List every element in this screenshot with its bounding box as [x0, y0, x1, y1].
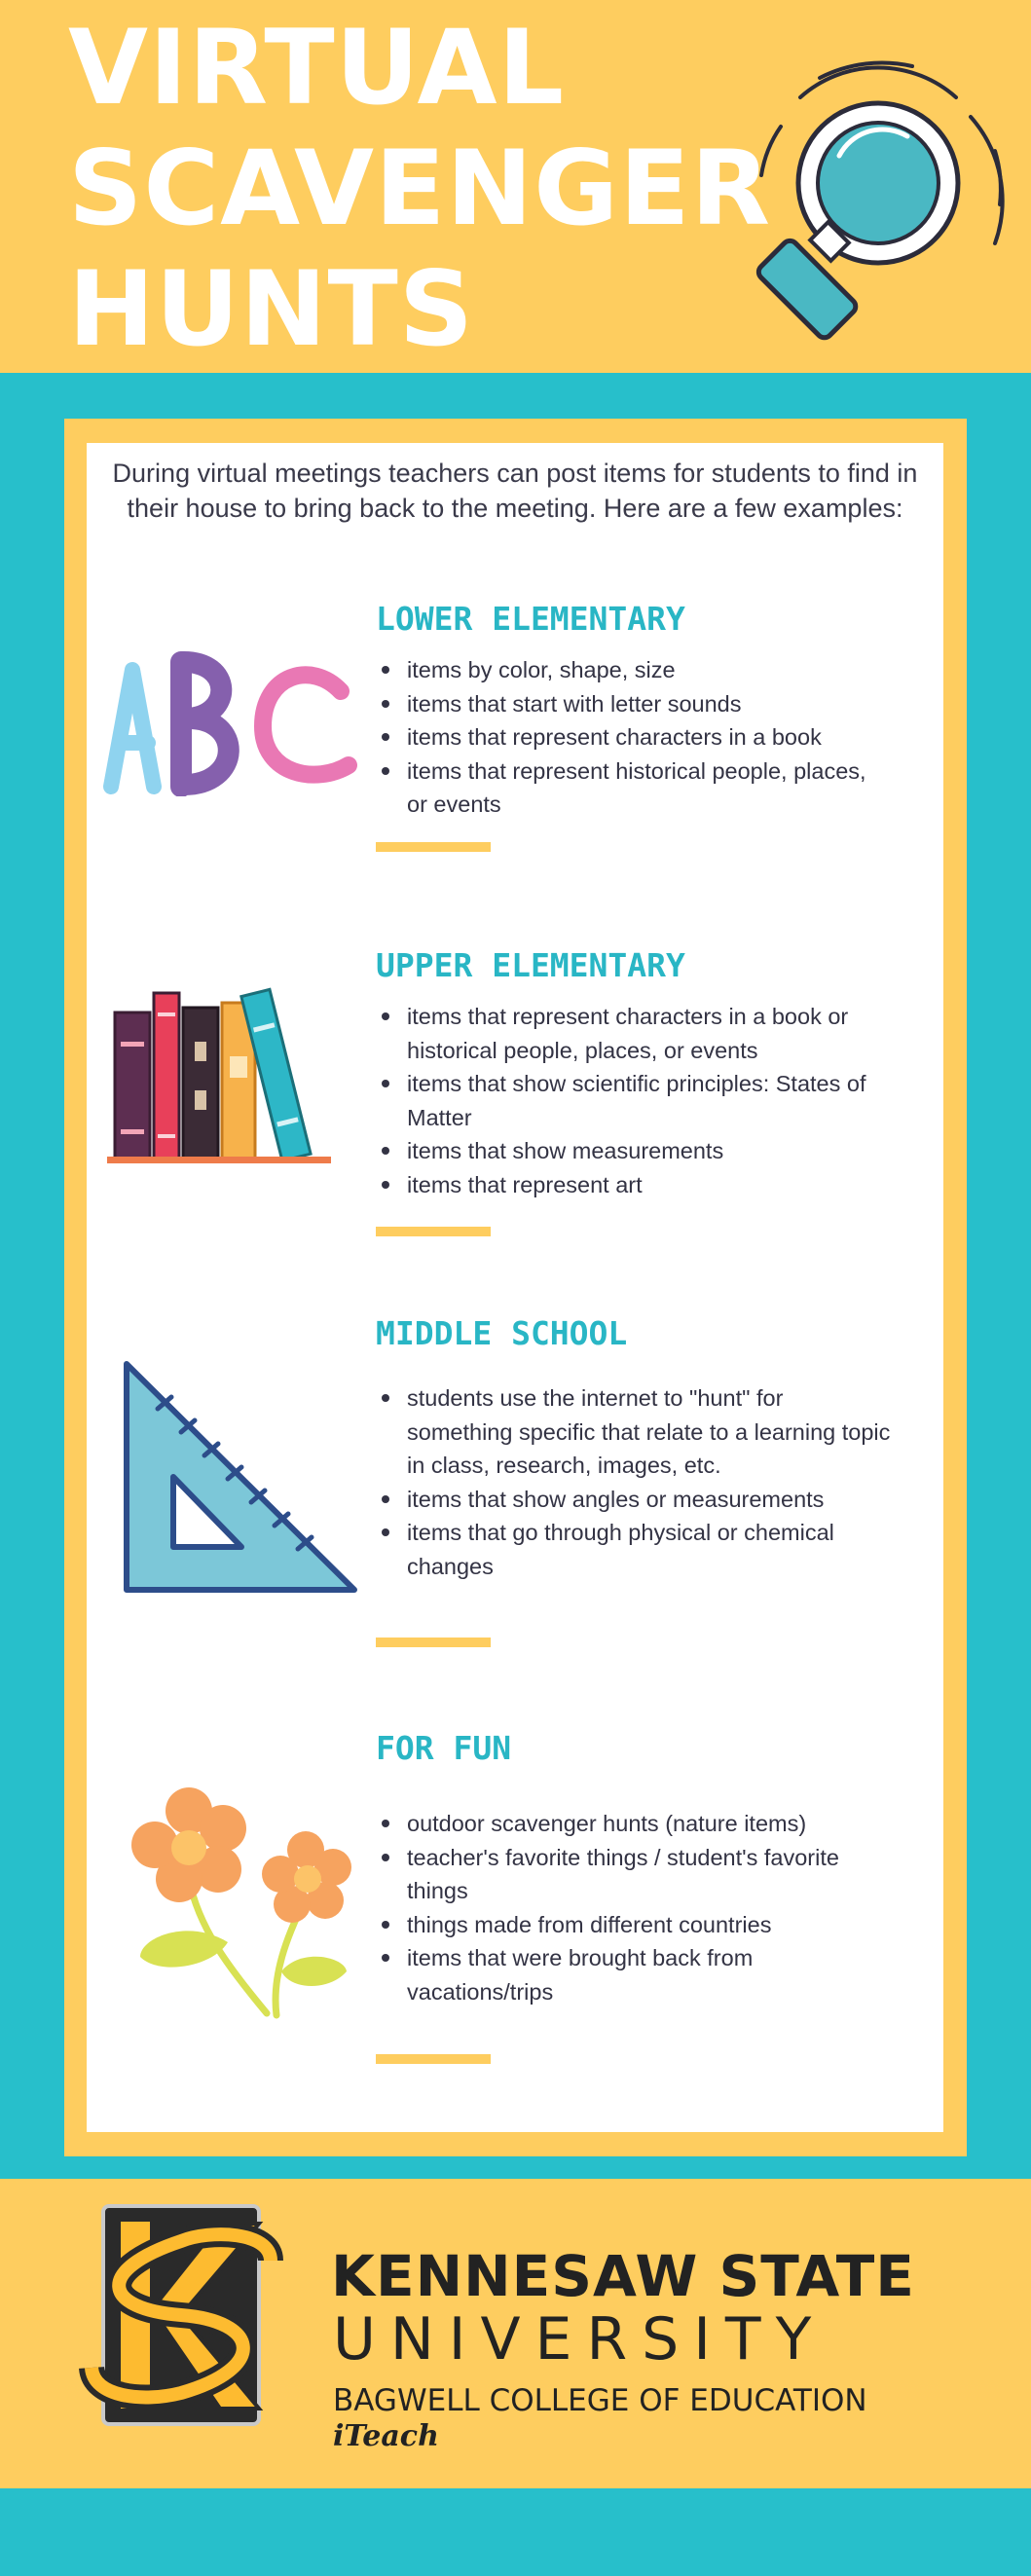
section-divider	[376, 2054, 491, 2064]
list-item: items that start with letter sounds	[376, 687, 892, 721]
list-item: items that were brought back from vacations/trips	[376, 1941, 892, 2008]
upper-elementary-list	[376, 1000, 892, 1201]
list-item: students use the internet to "hunt" for something specific that relate to a learning topic in class, research, images, etc.	[376, 1381, 892, 1483]
list-item: teacher's favorite things / student's favorite things	[376, 1841, 892, 1908]
abc-letters-icon	[97, 650, 360, 796]
list-item: things made from different countries	[376, 1908, 892, 1942]
college-name: BAGWELL COLLEGE OF EDUCATION	[333, 2383, 867, 2418]
title-line: VIRTUAL	[68, 8, 566, 128]
program-name: iTeach	[333, 2419, 439, 2453]
for-fun-list	[376, 1807, 892, 2008]
flowers-icon	[121, 1782, 364, 2030]
middle-school-list	[376, 1381, 892, 1583]
page-title	[68, 8, 771, 370]
university-name: KENNESAW STATE	[331, 2243, 915, 2309]
section-divider	[376, 842, 491, 852]
books-icon	[107, 983, 331, 1163]
section-title-upper-elementary: UPPER ELEMENTARY	[376, 946, 685, 984]
intro-text: During virtual meetings teachers can post items for students to find in their house to bring back to the meeting. Here are a few examples:	[112, 459, 918, 523]
list-item: items that show scientific principles: States of Matter	[376, 1067, 892, 1134]
university-subtitle: UNIVERSITY	[333, 2305, 827, 2374]
section-title-lower-elementary: LOWER ELEMENTARY	[376, 600, 685, 638]
title-line: HUNTS	[68, 249, 475, 369]
set-square-icon	[121, 1358, 364, 1597]
list-item: items that represent characters in a book	[376, 720, 892, 754]
section-divider	[376, 1638, 491, 1647]
lower-elementary-list	[376, 653, 892, 822]
section-title-middle-school: MIDDLE SCHOOL	[376, 1314, 628, 1352]
list-item: items that show angles or measurements	[376, 1483, 892, 1517]
magnifying-glass-icon	[703, 58, 1014, 370]
list-item: items that show measurements	[376, 1134, 892, 1168]
list-item: outdoor scavenger hunts (nature items)	[376, 1807, 892, 1841]
section-divider	[376, 1227, 491, 1236]
list-item: items that represent characters in a book or historical people, places, or events	[376, 1000, 892, 1067]
list-item: items that represent art	[376, 1168, 892, 1202]
list-item: items that go through physical or chemical changes	[376, 1516, 892, 1583]
list-item: items by color, shape, size	[376, 653, 892, 687]
ksu-logo-icon	[64, 2202, 298, 2428]
section-title-for-fun: FOR FUN	[376, 1729, 512, 1767]
title-line: SCAVENGER	[68, 129, 772, 248]
list-item: items that represent historical people, places, or events	[376, 754, 892, 822]
